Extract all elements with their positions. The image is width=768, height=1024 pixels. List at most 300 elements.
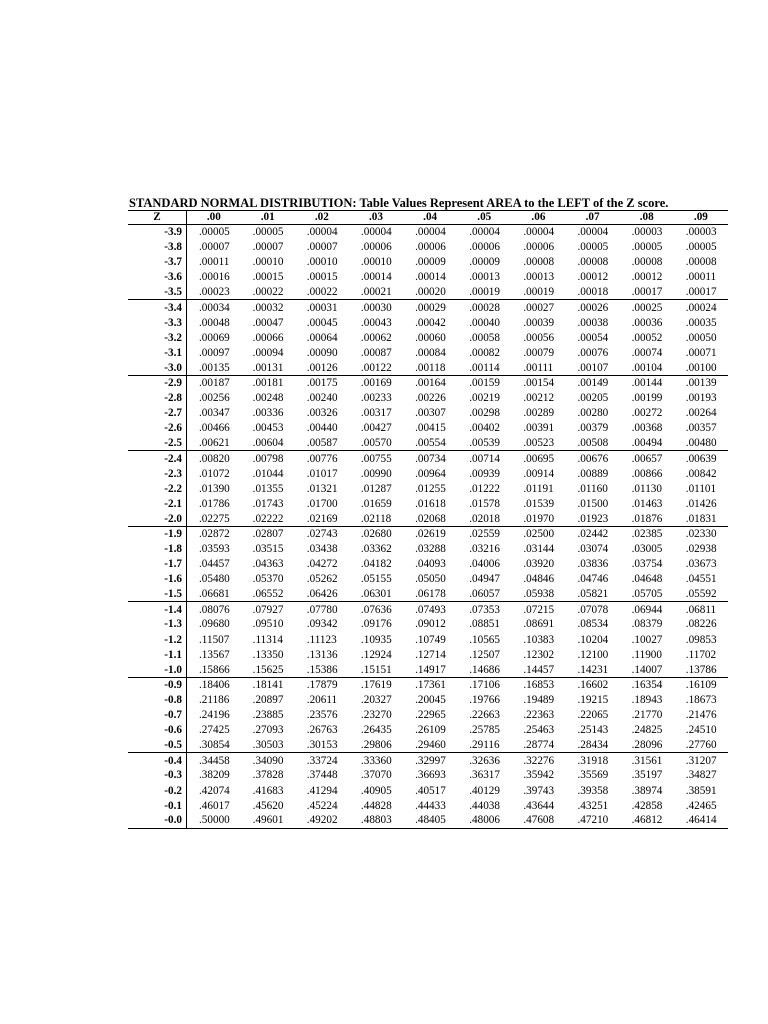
area-value-cell: .04947 bbox=[469, 573, 500, 586]
area-value-cell: .29806 bbox=[360, 738, 392, 751]
area-value-cell: .00006 bbox=[415, 241, 446, 254]
area-value-cell: .00175 bbox=[295, 375, 349, 390]
area-value-cell: .00798 bbox=[241, 451, 295, 466]
area-value-cell: .14686 bbox=[469, 663, 500, 676]
area-value-cell: .00039 bbox=[523, 316, 555, 329]
area-value-cell: .00008 bbox=[577, 256, 609, 269]
area-value-cell: .17619 bbox=[349, 677, 403, 692]
area-value-cell: .00149 bbox=[565, 375, 619, 390]
area-value-cell: .48405 bbox=[403, 813, 457, 828]
area-value-cell: .09176 bbox=[360, 618, 392, 631]
area-value-cell: .03074 bbox=[577, 543, 609, 556]
area-value-cell: .00032 bbox=[241, 300, 295, 315]
area-value-cell: .01970 bbox=[523, 512, 555, 525]
area-value-cell: .00026 bbox=[565, 300, 619, 315]
area-value-cell: .02068 bbox=[415, 512, 446, 525]
area-value-cell: .00379 bbox=[577, 422, 609, 435]
area-value-cell: .00013 bbox=[469, 271, 500, 284]
area-value-cell: .40905 bbox=[360, 784, 392, 797]
z-score-cell: -2.5 bbox=[128, 436, 187, 451]
area-value-cell: .47608 bbox=[511, 813, 565, 828]
area-value-cell: .00169 bbox=[349, 375, 403, 390]
area-value-cell: .00056 bbox=[523, 331, 555, 344]
area-value-cell: .00004 bbox=[415, 226, 446, 239]
area-value-cell: .03144 bbox=[523, 543, 555, 556]
table-row bbox=[128, 572, 728, 587]
area-value-cell: .00004 bbox=[523, 226, 555, 239]
area-value-cell: .02169 bbox=[306, 512, 338, 525]
area-value-cell: .08851 bbox=[469, 618, 500, 631]
z-score-cell: -3.8 bbox=[128, 240, 187, 255]
area-value-cell: .00007 bbox=[199, 241, 230, 254]
z-score-cell: -1.5 bbox=[128, 587, 187, 602]
area-value-cell: .28096 bbox=[631, 738, 663, 751]
area-value-cell: .00298 bbox=[469, 407, 500, 420]
z-score-cell: -1.3 bbox=[128, 617, 187, 632]
area-value-cell: .00022 bbox=[306, 286, 338, 299]
area-value-cell: .01191 bbox=[523, 482, 554, 495]
area-value-cell: .04551 bbox=[685, 573, 717, 586]
area-value-cell: .00494 bbox=[631, 437, 663, 450]
area-value-cell: .01255 bbox=[415, 482, 446, 495]
area-value-cell: .27093 bbox=[252, 724, 284, 737]
area-value-cell: .22065 bbox=[577, 709, 609, 722]
area-value-cell: .00187 bbox=[187, 375, 241, 390]
area-value-cell: .38591 bbox=[685, 784, 717, 797]
table-row bbox=[128, 421, 728, 436]
table-row bbox=[128, 375, 728, 390]
area-value-cell: .15151 bbox=[360, 663, 392, 676]
area-value-cell: .03362 bbox=[360, 543, 392, 556]
area-value-cell: .06944 bbox=[620, 602, 674, 617]
area-value-cell: .02619 bbox=[403, 526, 457, 541]
area-value-cell: .01287 bbox=[360, 482, 392, 495]
area-value-cell: .44828 bbox=[360, 799, 392, 812]
area-value-cell: .00256 bbox=[199, 392, 230, 405]
area-value-cell: .13567 bbox=[199, 648, 230, 661]
area-value-cell: .00639 bbox=[674, 451, 728, 466]
area-value-cell: .01578 bbox=[469, 497, 500, 510]
area-value-cell: .30503 bbox=[252, 738, 284, 751]
area-value-cell: .01700 bbox=[306, 497, 338, 510]
area-value-cell: .00111 bbox=[523, 361, 554, 374]
area-value-cell: .04846 bbox=[523, 573, 555, 586]
area-value-cell: .00014 bbox=[360, 271, 392, 284]
area-value-cell: .16853 bbox=[511, 677, 565, 692]
area-value-cell: .00062 bbox=[360, 331, 392, 344]
area-value-cell: .00005 bbox=[685, 241, 717, 254]
area-value-cell: .01355 bbox=[252, 482, 284, 495]
area-value-cell: .35197 bbox=[631, 769, 663, 782]
area-value-cell: .00126 bbox=[306, 361, 338, 374]
column-header: .07 bbox=[565, 211, 619, 225]
area-value-cell: .00012 bbox=[631, 271, 663, 284]
area-value-cell: .38209 bbox=[199, 769, 230, 782]
area-value-cell: .01426 bbox=[685, 497, 717, 510]
area-value-cell: .01743 bbox=[252, 497, 284, 510]
area-value-cell: .00289 bbox=[523, 407, 555, 420]
area-value-cell: .36693 bbox=[415, 769, 446, 782]
area-value-cell: .16602 bbox=[565, 677, 619, 692]
area-value-cell: .24510 bbox=[685, 724, 717, 737]
area-value-cell: .01786 bbox=[199, 497, 230, 510]
area-value-cell: .00427 bbox=[360, 422, 392, 435]
area-value-cell: .01463 bbox=[631, 497, 663, 510]
area-value-cell: .20611 bbox=[306, 693, 338, 706]
area-value-cell: .00842 bbox=[685, 467, 717, 480]
area-value-cell: .13350 bbox=[252, 648, 284, 661]
area-value-cell: .00357 bbox=[685, 422, 717, 435]
area-value-cell: .39743 bbox=[523, 784, 555, 797]
area-value-cell: .16354 bbox=[620, 677, 674, 692]
table-title: STANDARD NORMAL DISTRIBUTION: Table Values Represent AREA to the LEFT of the Z score. bbox=[129, 196, 669, 210]
area-value-cell: .00154 bbox=[511, 375, 565, 390]
area-value-cell: .04746 bbox=[577, 573, 609, 586]
area-value-cell: .00087 bbox=[360, 346, 392, 359]
area-value-cell: .37828 bbox=[252, 769, 284, 782]
area-value-cell: .29116 bbox=[469, 738, 500, 751]
area-value-cell: .36317 bbox=[469, 769, 500, 782]
area-value-cell: .39358 bbox=[577, 784, 609, 797]
area-value-cell: .32997 bbox=[403, 753, 457, 768]
table-row bbox=[128, 813, 728, 828]
area-value-cell: .00017 bbox=[631, 286, 663, 299]
area-value-cell: .00264 bbox=[685, 407, 717, 420]
area-value-cell: .43644 bbox=[523, 799, 555, 812]
area-value-cell: .02500 bbox=[511, 526, 565, 541]
area-value-cell: .09012 bbox=[415, 618, 446, 631]
area-value-cell: .08226 bbox=[685, 618, 717, 631]
area-value-cell: .00016 bbox=[199, 271, 230, 284]
table-row bbox=[128, 662, 728, 677]
area-value-cell: .00030 bbox=[349, 300, 403, 315]
area-value-cell: .00755 bbox=[349, 451, 403, 466]
area-value-cell: .46812 bbox=[620, 813, 674, 828]
table-row bbox=[128, 481, 728, 496]
area-value-cell: .01072 bbox=[199, 467, 230, 480]
z-score-cell: -2.8 bbox=[128, 391, 187, 406]
area-value-cell: .11702 bbox=[685, 648, 717, 661]
area-value-cell: .00964 bbox=[415, 467, 446, 480]
area-value-cell: .00018 bbox=[577, 286, 609, 299]
table-row bbox=[128, 587, 728, 602]
area-value-cell: .14231 bbox=[577, 663, 609, 676]
area-value-cell: .00181 bbox=[241, 375, 295, 390]
area-value-cell: .35942 bbox=[523, 769, 555, 782]
table-row bbox=[128, 617, 728, 632]
area-value-cell: .00240 bbox=[306, 392, 338, 405]
area-value-cell: .02385 bbox=[620, 526, 674, 541]
area-value-cell: .01876 bbox=[631, 512, 663, 525]
area-value-cell: .00820 bbox=[187, 451, 241, 466]
area-value-cell: .05370 bbox=[252, 573, 284, 586]
table-row bbox=[128, 753, 728, 768]
area-value-cell: .04272 bbox=[306, 558, 338, 571]
area-value-cell: .01539 bbox=[523, 497, 555, 510]
area-value-cell: .00003 bbox=[631, 226, 663, 239]
area-value-cell: .05705 bbox=[631, 588, 663, 601]
area-value-cell: .00248 bbox=[252, 392, 284, 405]
area-value-cell: .40517 bbox=[415, 784, 446, 797]
area-value-cell: .24825 bbox=[631, 724, 663, 737]
area-value-cell: .00052 bbox=[631, 331, 663, 344]
area-value-cell: .03920 bbox=[523, 558, 555, 571]
area-value-cell: .17879 bbox=[295, 677, 349, 692]
area-value-cell: .00006 bbox=[360, 241, 392, 254]
area-value-cell: .18141 bbox=[241, 677, 295, 692]
area-value-cell: .00368 bbox=[631, 422, 663, 435]
area-value-cell: .00100 bbox=[685, 361, 717, 374]
area-value-cell: .00005 bbox=[199, 226, 230, 239]
area-value-cell: .00082 bbox=[469, 346, 500, 359]
table-row bbox=[128, 692, 728, 707]
column-header: .09 bbox=[674, 211, 728, 225]
area-value-cell: .13136 bbox=[306, 648, 338, 661]
z-score-cell: -0.5 bbox=[128, 738, 187, 753]
area-value-cell: .00776 bbox=[295, 451, 349, 466]
area-value-cell: .00131 bbox=[252, 361, 284, 374]
area-value-cell: .00402 bbox=[469, 422, 500, 435]
area-value-cell: .06681 bbox=[199, 588, 230, 601]
area-value-cell: .03673 bbox=[685, 558, 717, 571]
area-value-cell: .00042 bbox=[415, 316, 446, 329]
z-score-cell: -3.9 bbox=[128, 225, 187, 240]
area-value-cell: .00135 bbox=[199, 361, 230, 374]
table-row bbox=[128, 406, 728, 421]
area-value-cell: .00064 bbox=[306, 331, 338, 344]
area-value-cell: .00025 bbox=[620, 300, 674, 315]
column-header: .02 bbox=[295, 211, 349, 225]
z-score-cell: -2.4 bbox=[128, 451, 187, 466]
area-value-cell: .04648 bbox=[631, 573, 663, 586]
area-value-cell: .02680 bbox=[349, 526, 403, 541]
area-value-cell: .10565 bbox=[469, 633, 500, 646]
area-value-cell: .00019 bbox=[523, 286, 555, 299]
table-body bbox=[128, 225, 728, 829]
z-score-cell: -3.7 bbox=[128, 255, 187, 270]
area-value-cell: .02275 bbox=[199, 512, 230, 525]
area-value-cell: .00014 bbox=[415, 271, 446, 284]
area-value-cell: .48006 bbox=[457, 813, 511, 828]
area-value-cell: .00011 bbox=[685, 271, 717, 284]
area-value-cell: .00657 bbox=[620, 451, 674, 466]
area-value-cell: .00139 bbox=[674, 375, 728, 390]
area-value-cell: .23576 bbox=[306, 709, 338, 722]
area-value-cell: .32276 bbox=[511, 753, 565, 768]
area-value-cell: .34090 bbox=[241, 753, 295, 768]
area-value-cell: .01321 bbox=[306, 482, 338, 495]
area-value-cell: .03836 bbox=[577, 558, 609, 571]
area-value-cell: .00010 bbox=[360, 256, 392, 269]
area-value-cell: .00017 bbox=[685, 286, 717, 299]
area-value-cell: .42465 bbox=[685, 799, 717, 812]
area-value-cell: .23885 bbox=[252, 709, 284, 722]
area-value-cell: .01130 bbox=[631, 482, 662, 495]
area-value-cell: .12302 bbox=[523, 648, 555, 661]
z-score-cell: -2.7 bbox=[128, 406, 187, 421]
area-value-cell: .00066 bbox=[252, 331, 284, 344]
column-header-z: Z bbox=[128, 211, 187, 225]
area-value-cell: .00038 bbox=[577, 316, 609, 329]
area-value-cell: .12924 bbox=[360, 648, 392, 661]
area-value-cell: .33360 bbox=[349, 753, 403, 768]
area-value-cell: .01659 bbox=[360, 497, 392, 510]
area-value-cell: .26435 bbox=[360, 724, 392, 737]
z-score-cell: -2.2 bbox=[128, 481, 187, 496]
z-score-cell: -1.7 bbox=[128, 557, 187, 572]
area-value-cell: .00164 bbox=[403, 375, 457, 390]
area-value-cell: .32636 bbox=[457, 753, 511, 768]
area-value-cell: .00010 bbox=[252, 256, 284, 269]
area-value-cell: .02018 bbox=[469, 512, 500, 525]
z-score-cell: -1.4 bbox=[128, 602, 187, 617]
area-value-cell: .00058 bbox=[469, 331, 500, 344]
area-value-cell: .17361 bbox=[403, 677, 457, 692]
z-score-cell: -0.9 bbox=[128, 677, 187, 692]
area-value-cell: .00031 bbox=[295, 300, 349, 315]
area-value-cell: .00074 bbox=[631, 346, 663, 359]
area-value-cell: .37070 bbox=[360, 769, 392, 782]
area-value-cell: .00007 bbox=[252, 241, 284, 254]
area-value-cell: .20897 bbox=[252, 693, 284, 706]
area-value-cell: .04457 bbox=[199, 558, 230, 571]
area-value-cell: .00013 bbox=[523, 271, 555, 284]
table-row bbox=[128, 315, 728, 330]
area-value-cell: .22363 bbox=[523, 709, 555, 722]
area-value-cell: .03515 bbox=[252, 543, 284, 556]
area-value-cell: .00012 bbox=[577, 271, 609, 284]
area-value-cell: .01160 bbox=[577, 482, 608, 495]
area-value-cell: .00005 bbox=[252, 226, 284, 239]
area-value-cell: .15386 bbox=[306, 663, 338, 676]
area-value-cell: .00060 bbox=[415, 331, 446, 344]
area-value-cell: .06552 bbox=[252, 588, 284, 601]
area-value-cell: .04093 bbox=[415, 558, 446, 571]
area-value-cell: .03754 bbox=[631, 558, 663, 571]
area-value-cell: .05480 bbox=[199, 573, 230, 586]
area-value-cell: .19766 bbox=[469, 693, 500, 706]
area-value-cell: .10935 bbox=[360, 633, 392, 646]
area-value-cell: .00889 bbox=[577, 467, 609, 480]
area-value-cell: .00122 bbox=[360, 361, 392, 374]
z-score-cell: -2.0 bbox=[128, 511, 187, 526]
area-value-cell: .16109 bbox=[674, 677, 728, 692]
area-value-cell: .00006 bbox=[523, 241, 555, 254]
table-row bbox=[128, 798, 728, 813]
area-value-cell: .00034 bbox=[187, 300, 241, 315]
area-value-cell: .00004 bbox=[306, 226, 338, 239]
area-value-cell: .00004 bbox=[360, 226, 392, 239]
column-header: .08 bbox=[620, 211, 674, 225]
area-value-cell: .34827 bbox=[685, 769, 717, 782]
z-score-cell: -2.3 bbox=[128, 466, 187, 481]
table-row bbox=[128, 466, 728, 481]
area-value-cell: .05938 bbox=[523, 588, 555, 601]
table-row bbox=[128, 511, 728, 526]
area-value-cell: .00391 bbox=[523, 422, 555, 435]
table-row bbox=[128, 723, 728, 738]
z-score-cell: -1.2 bbox=[128, 632, 187, 647]
area-value-cell: .01222 bbox=[469, 482, 500, 495]
area-value-cell: .07927 bbox=[241, 602, 295, 617]
area-value-cell: .00008 bbox=[523, 256, 555, 269]
z-score-cell: -2.9 bbox=[128, 375, 187, 390]
area-value-cell: .22663 bbox=[469, 709, 500, 722]
table-row bbox=[128, 391, 728, 406]
area-value-cell: .03288 bbox=[415, 543, 446, 556]
area-value-cell: .08534 bbox=[577, 618, 609, 631]
area-value-cell: .05821 bbox=[577, 588, 609, 601]
area-value-cell: .00453 bbox=[252, 422, 284, 435]
area-value-cell: .28774 bbox=[523, 738, 555, 751]
area-value-cell: .25785 bbox=[469, 724, 500, 737]
area-value-cell: .10383 bbox=[523, 633, 555, 646]
area-value-cell: .41683 bbox=[252, 784, 284, 797]
area-value-cell: .00604 bbox=[252, 437, 284, 450]
area-value-cell: .00205 bbox=[577, 392, 609, 405]
z-score-cell: -3.5 bbox=[128, 285, 187, 300]
area-value-cell: .00084 bbox=[415, 346, 446, 359]
area-value-cell: .05155 bbox=[360, 573, 392, 586]
column-header: .05 bbox=[457, 211, 511, 225]
area-value-cell: .14007 bbox=[631, 663, 663, 676]
area-value-cell: .00009 bbox=[415, 256, 446, 269]
area-value-cell: .05262 bbox=[306, 573, 338, 586]
area-value-cell: .02807 bbox=[241, 526, 295, 541]
area-value-cell: .45620 bbox=[252, 799, 284, 812]
area-value-cell: .00006 bbox=[469, 241, 500, 254]
area-value-cell: .47210 bbox=[565, 813, 619, 828]
z-table-document bbox=[128, 196, 728, 829]
area-value-cell: .00508 bbox=[577, 437, 609, 450]
area-value-cell: .11507 bbox=[199, 633, 230, 646]
area-value-cell: .00212 bbox=[523, 392, 555, 405]
column-header: .01 bbox=[241, 211, 295, 225]
area-value-cell: .21186 bbox=[199, 693, 230, 706]
area-value-cell: .49601 bbox=[241, 813, 295, 828]
area-value-cell: .00226 bbox=[415, 392, 446, 405]
area-value-cell: .33724 bbox=[295, 753, 349, 768]
area-value-cell: .09342 bbox=[306, 618, 338, 631]
area-value-cell: .01044 bbox=[252, 467, 284, 480]
area-value-cell: .00466 bbox=[199, 422, 230, 435]
area-value-cell: .00554 bbox=[415, 437, 446, 450]
area-value-cell: .26763 bbox=[306, 724, 338, 737]
area-value-cell: .00076 bbox=[577, 346, 609, 359]
area-value-cell: .02743 bbox=[295, 526, 349, 541]
table-row bbox=[128, 225, 728, 240]
z-score-cell: -3.4 bbox=[128, 300, 187, 315]
table-row bbox=[128, 768, 728, 783]
area-value-cell: .00415 bbox=[415, 422, 446, 435]
area-value-cell: .37448 bbox=[306, 769, 338, 782]
area-value-cell: .00939 bbox=[469, 467, 500, 480]
area-value-cell: .07493 bbox=[403, 602, 457, 617]
area-value-cell: .19489 bbox=[523, 693, 555, 706]
z-score-cell: -3.1 bbox=[128, 345, 187, 360]
table-row bbox=[128, 360, 728, 375]
table-row bbox=[128, 708, 728, 723]
area-value-cell: .00015 bbox=[306, 271, 338, 284]
area-value-cell: .46414 bbox=[674, 813, 728, 828]
area-value-cell: .01101 bbox=[685, 482, 717, 495]
column-header: .03 bbox=[349, 211, 403, 225]
area-value-cell: .00866 bbox=[631, 467, 663, 480]
area-value-cell: .02442 bbox=[565, 526, 619, 541]
area-value-cell: .01390 bbox=[199, 482, 230, 495]
area-value-cell: .04006 bbox=[469, 558, 500, 571]
area-value-cell: .09853 bbox=[685, 633, 717, 646]
